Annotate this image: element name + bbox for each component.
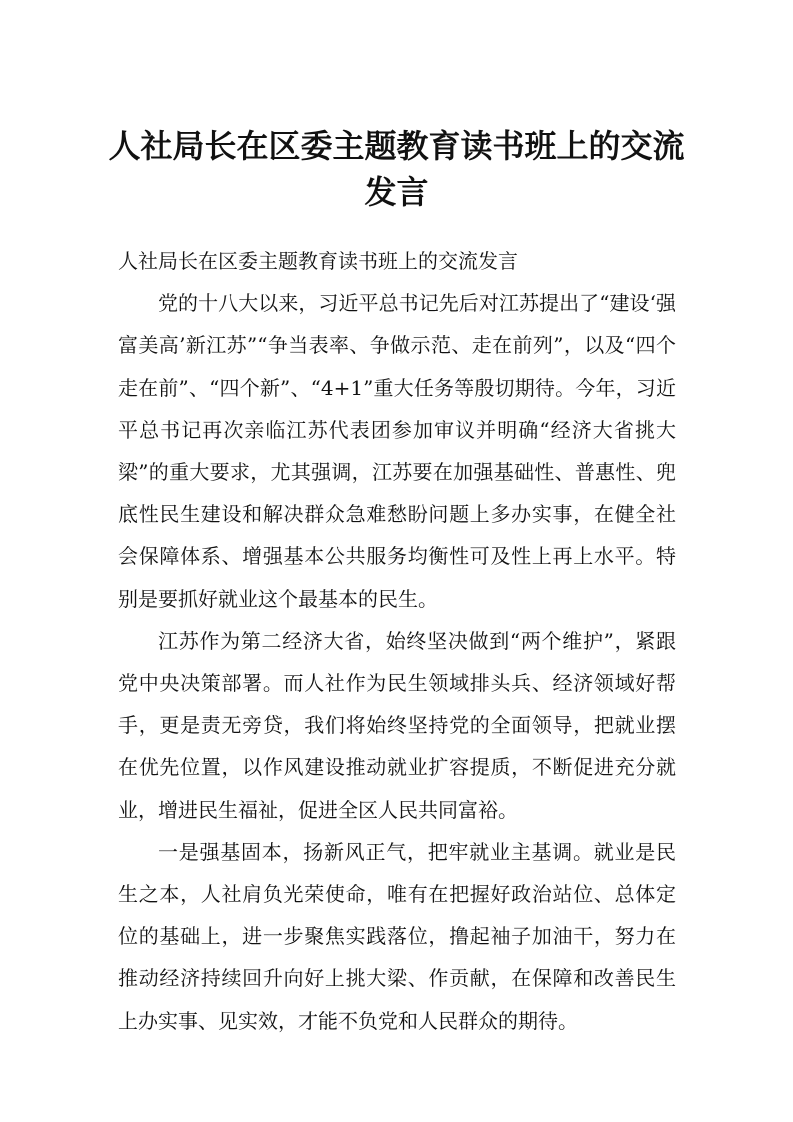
paragraph-1: 党的十八大以来，习近平总书记先后对江苏提出了“建设‘强富美高’新江苏”“争当表率、争做示范、走在前列”，以及“四个走在前”、“四个新”、“4+1”重大任务等殷切期待。今年，习近平总书记再次亲临江苏代表团参加审议并明确“经济大省挑大梁”的重大要求，尤其强调，江苏要在加强基础性、普惠性、兜底性民生建设和解决群众急难愁盼问题上多办实事，在健全社会保障体系、增强基本公共服务均衡性可及性上再上水平。特别是要抓好就业这个最基本的民生。 bbox=[118, 291, 676, 611]
document-title-line-1: 人社局长在区委主题教育读书班上的交流 bbox=[108, 127, 685, 165]
document-subtitle: 人社局长在区委主题教育读书班上的交流发言 bbox=[118, 249, 518, 273]
paragraph-2: 江苏作为第二经济大省，始终坚决做到“两个维护”，紧跟党中央决策部署。而人社作为民生领域排头兵、经济领域好帮手，更是责无旁贷，我们将始终坚持党的全面领导，把就业摆在优先位置，以作风建设推动就业扩容提质，不断促进充分就业，增进民生福祉，促进全区人民共同富裕。 bbox=[118, 628, 676, 822]
document-title-line-2: 发言 bbox=[364, 173, 429, 211]
document-body bbox=[118, 240, 676, 1042]
paragraph-3: 一是强基固本，扬新风正气，把牢就业主基调。就业是民生之本，人社肩负光荣使命，唯有在把握好政治站位、总体定位的基础上，进一步聚焦实践落位，撸起袖子加油干，努力在推动经济持续回升向好上挑大梁、作贡献，在保障和改善民生上办实事、见实效，才能不负党和人民群众的期待。 bbox=[118, 839, 676, 1033]
